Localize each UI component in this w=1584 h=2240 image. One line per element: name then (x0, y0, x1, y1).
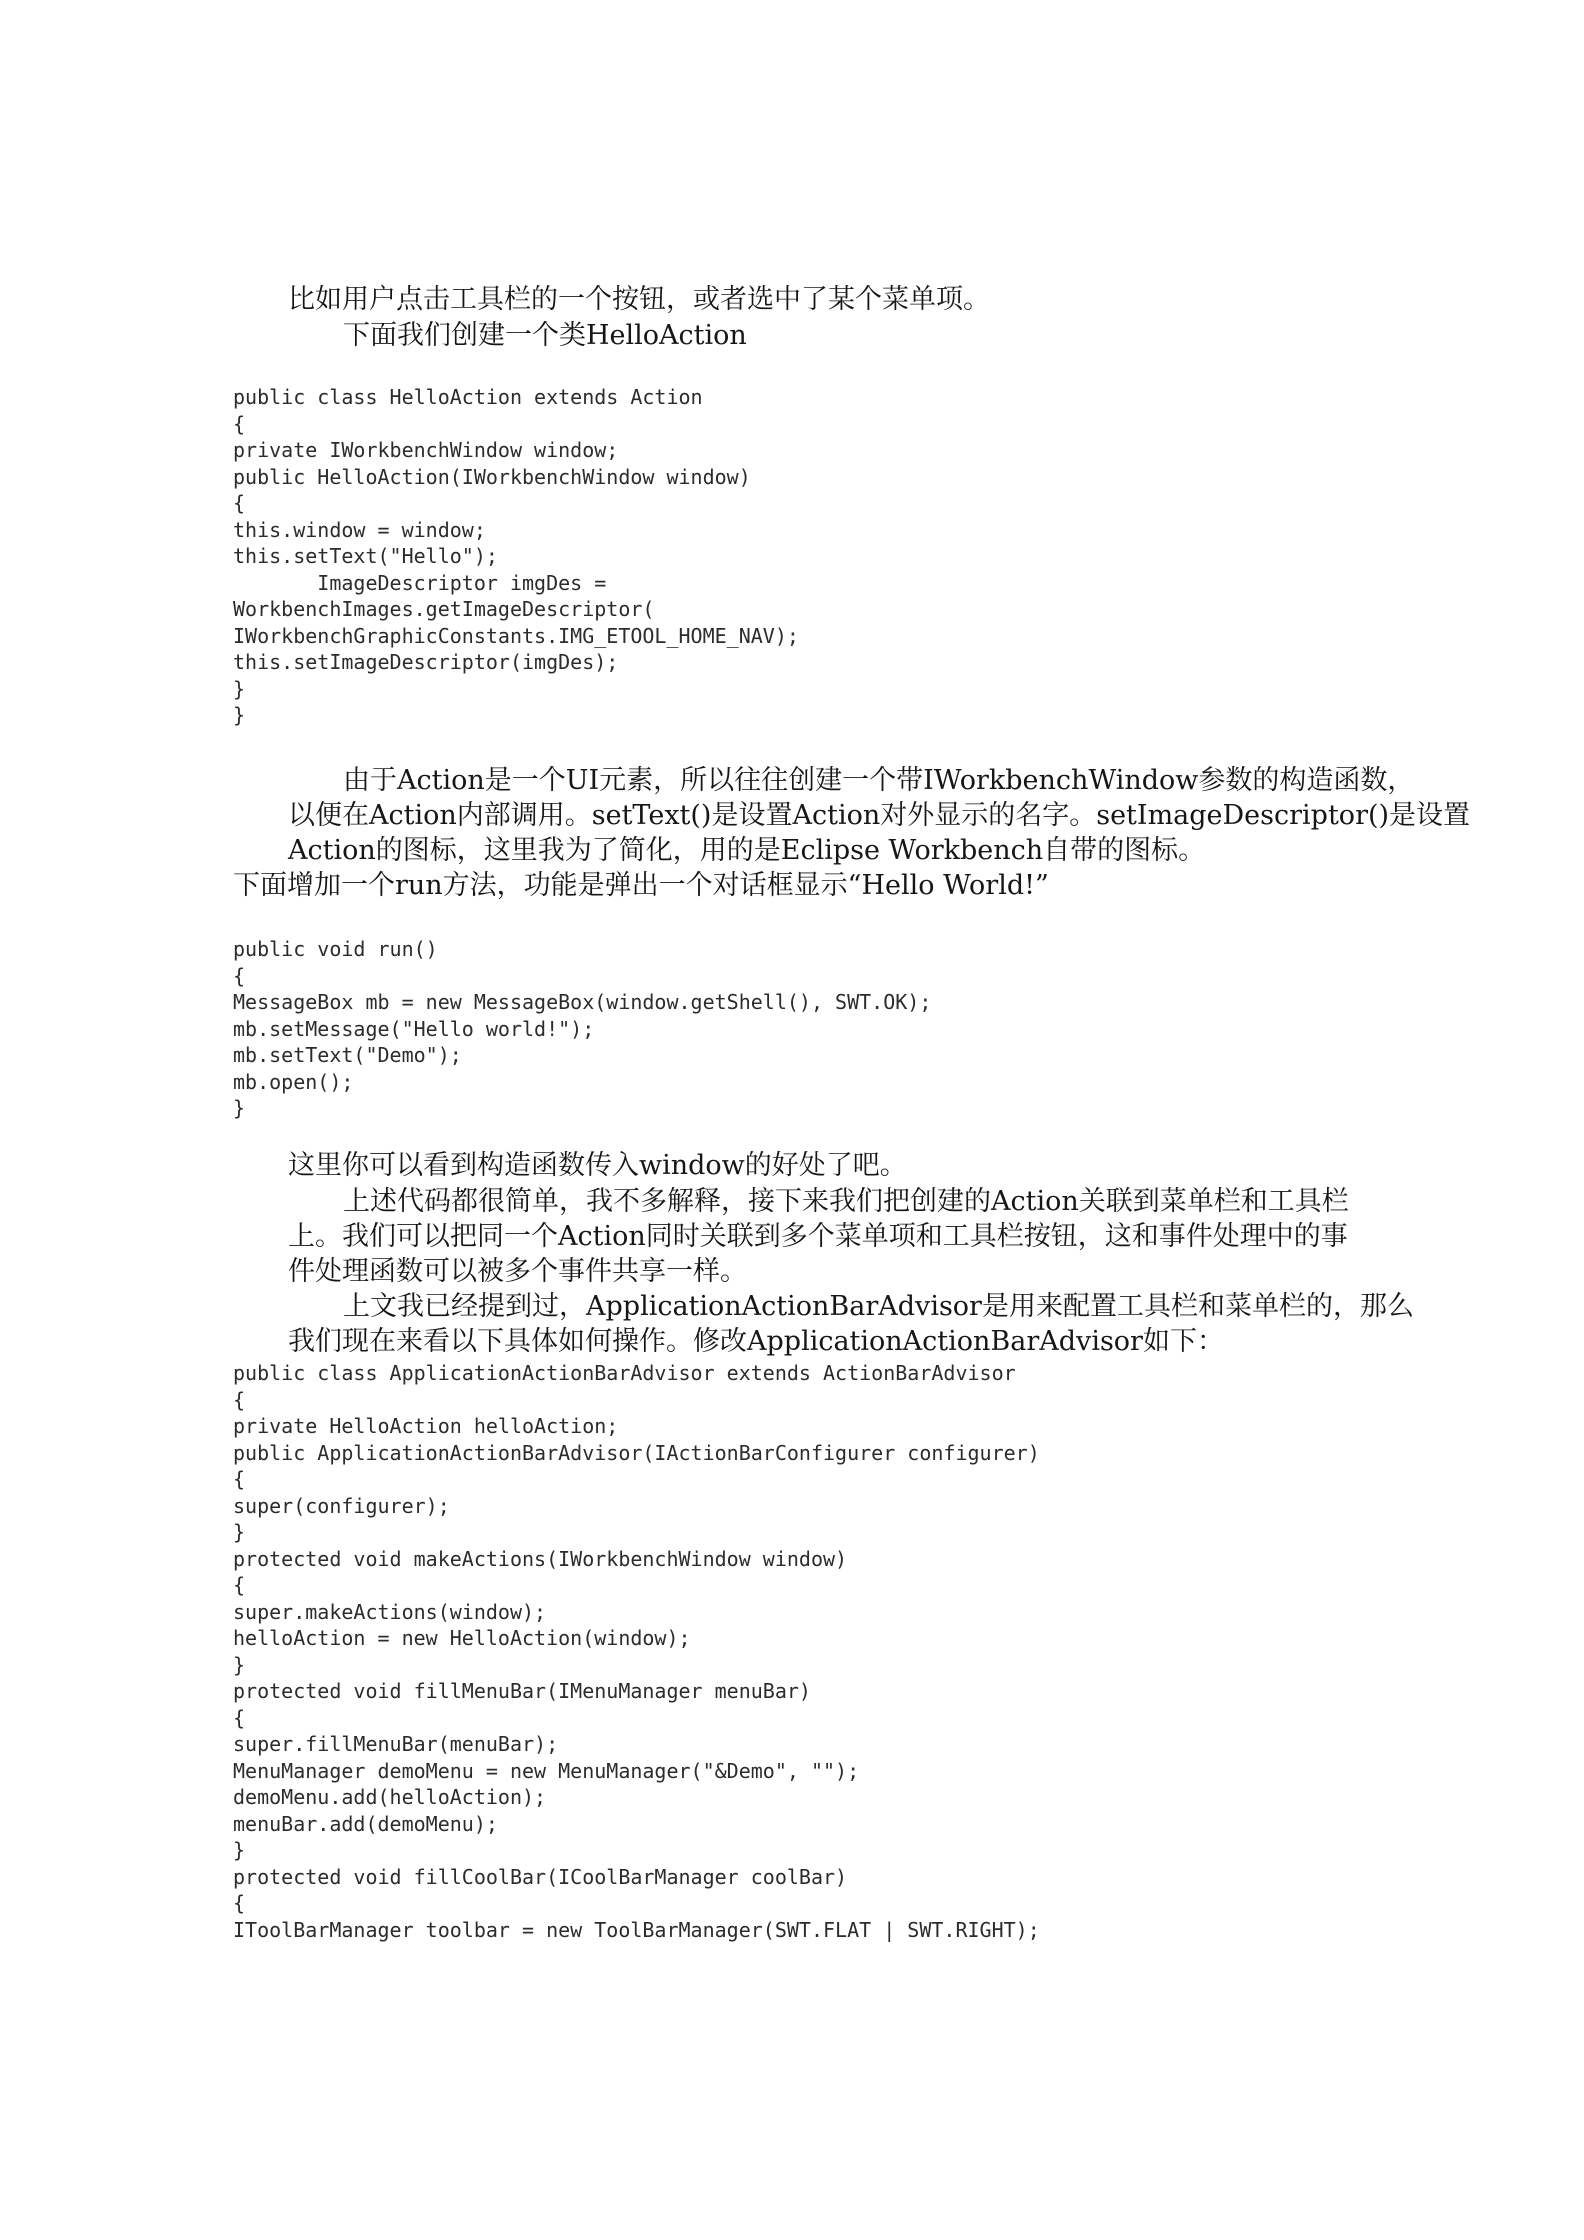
code-line: helloAction = new HelloAction(window); (233, 1626, 691, 1650)
code-line: IToolBarManager toolbar = new ToolBarManager(SWT.FLAT | SWT.RIGHT); (233, 1917, 1040, 1942)
code-line: MessageBox mb = new MessageBox(window.getShell(), SWT.OK); (233, 990, 932, 1014)
paragraph: 以便在Action内部调用。setText()是设置Action对外显示的名字。setImageDescriptor()是设置 (288, 800, 1471, 831)
paragraph: 下面增加一个run方法，功能是弹出一个对话框显示“Hello World!” (233, 870, 1049, 901)
code-line: public ApplicationActionBarAdvisor(IActionBarConfigurer configurer) (233, 1440, 1040, 1465)
code-line: } (233, 703, 246, 727)
paragraph: 下面我们创建一个类HelloAction (343, 320, 747, 351)
code-line: { (233, 963, 246, 988)
paragraph: Action的图标，这里我为了简化，用的是Eclipse Workbench自带的图标。 (288, 835, 1206, 866)
code-line: } (233, 1096, 246, 1120)
paragraph: 我们现在来看以下具体如何操作。修改ApplicationActionBarAdvisor如下： (288, 1326, 1224, 1357)
code-line: public class HelloAction extends Action (233, 385, 703, 409)
code-line: { (233, 1705, 246, 1730)
paragraph: 由于Action是一个UI元素，所以往往创建一个带IWorkbenchWindow参数的构造函数， (343, 765, 1415, 796)
code-line: protected void fillMenuBar(IMenuManager menuBar) (233, 1679, 811, 1703)
code-line: ImageDescriptor imgDes = (233, 570, 607, 595)
code-line: IWorkbenchGraphicConstants.IMG_ETOOL_HOME_NAV); (233, 623, 799, 648)
paragraph: 上。我们可以把同一个Action同时关联到多个菜单项和工具栏按钮，这和事件处理中的事 (288, 1221, 1348, 1252)
paragraph: 上述代码都很简单，我不多解释，接下来我们把创建的Action关联到菜单栏和工具栏 (343, 1186, 1349, 1217)
code-line: MenuManager demoMenu = new MenuManager("&Demo", ""); (233, 1758, 860, 1783)
code-line: this.setImageDescriptor(imgDes); (233, 650, 619, 674)
paragraph: 比如用户点击工具栏的一个按钮，或者选中了某个菜单项。 (288, 284, 990, 315)
code-block-run-method (233, 936, 931, 1122)
code-line: public void run() (233, 937, 438, 961)
code-line: } (233, 676, 246, 701)
code-line: WorkbenchImages.getImageDescriptor( (233, 597, 655, 621)
code-line: private HelloAction helloAction; (233, 1414, 619, 1438)
paragraph: 上文我已经提到过，ApplicationActionBarAdvisor是用来配置工具栏和菜单栏的，那么 (343, 1291, 1414, 1322)
code-line: protected void makeActions(IWorkbenchWindow window) (233, 1546, 848, 1571)
code-line: public HelloAction(IWorkbenchWindow window) (233, 464, 751, 489)
code-line: protected void fillCoolBar(ICoolBarManager coolBar) (233, 1864, 848, 1889)
code-line: super.makeActions(window); (233, 1599, 547, 1624)
code-line: mb.setText("Demo"); (233, 1043, 462, 1067)
code-line: super.fillMenuBar(menuBar); (233, 1732, 559, 1756)
code-line: { (233, 491, 246, 515)
code-line: } (233, 1838, 246, 1862)
code-line: menuBar.add(demoMenu); (233, 1811, 498, 1836)
code-block-hello-action (233, 384, 799, 729)
code-line: { (233, 1573, 246, 1597)
code-line: this.window = window; (233, 517, 486, 542)
code-line: { (233, 1387, 246, 1412)
code-line: super(configurer); (233, 1493, 450, 1518)
paragraph: 件处理函数可以被多个事件共享一样。 (288, 1256, 747, 1287)
code-line: } (233, 1652, 246, 1677)
code-line: { (233, 1891, 246, 1915)
code-line: private IWorkbenchWindow window; (233, 438, 619, 462)
code-line: { (233, 1467, 246, 1491)
code-line: mb.setMessage("Hello world!"); (233, 1016, 595, 1041)
code-line: mb.open(); (233, 1069, 354, 1094)
code-line: this.setText("Hello"); (233, 544, 498, 568)
paragraph: 这里你可以看到构造函数传入window的好处了吧。 (288, 1150, 907, 1181)
code-line: { (233, 411, 246, 436)
code-block-action-bar-advisor (233, 1360, 1040, 1943)
code-line: demoMenu.add(helloAction); (233, 1785, 547, 1809)
code-line: public class ApplicationActionBarAdvisor extends ActionBarAdvisor (233, 1361, 1016, 1385)
code-line: } (233, 1520, 246, 1544)
